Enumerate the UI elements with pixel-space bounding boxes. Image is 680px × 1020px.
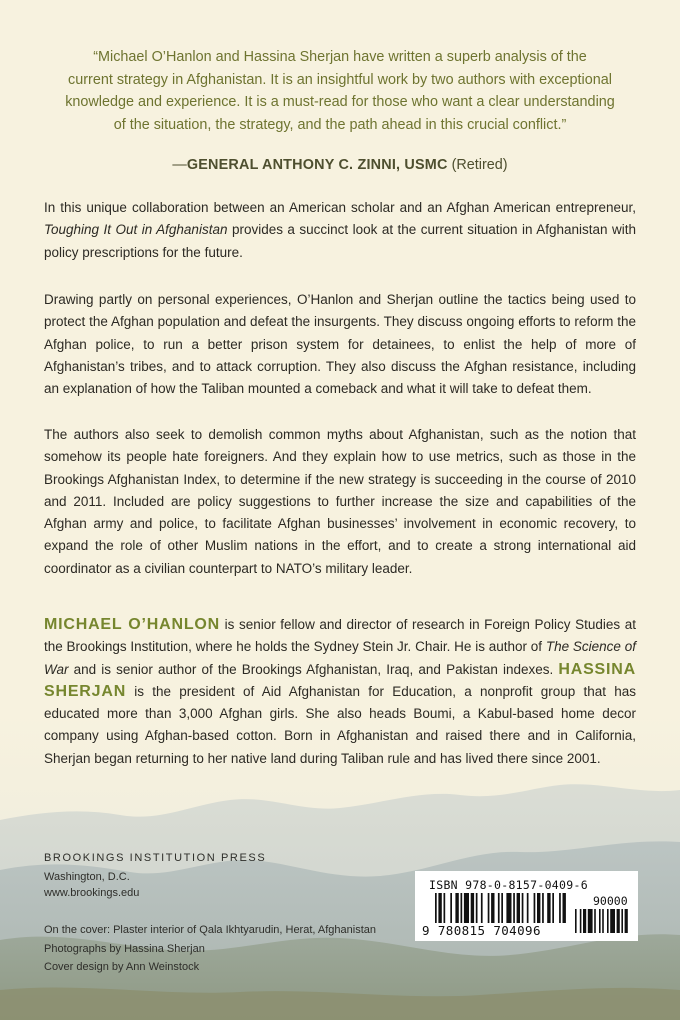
- publisher-website: www.brookings.edu: [44, 887, 140, 899]
- barcode-bar: [464, 893, 469, 923]
- barcode-bar: [513, 893, 515, 923]
- description-paragraph-3: The authors also seek to demolish common myths about Afghanistan, such as the notion that somehow its people hate foreigners. And they explain how to use metrics, such as those in the Brookings Afghanistan Index, to determine if the new strategy is succeeding in the course of 2010 and 2011. Included are policy suggestions to further increase the size and capabilities of the Afghan army and police, to facilitate Afghan businesses’ involvement in economic recovery, to expand the role of other Muslim nations in the effort, and to create a strong international aid coordinator as a civilian counterpart to NATO’s military leader.: [44, 427, 636, 576]
- quote-line: current strategy in Afghanistan. It is an insightful work by two authors with exceptional: [68, 71, 612, 88]
- barcode-bar: [563, 893, 566, 923]
- barcode-bar: [471, 893, 474, 923]
- description-paragraph-2: Drawing partly on personal experiences, O’Hanlon and Sherjan outline the tactics being used to protect the Afghan population and defeat the insurgents. They discuss ongoing efforts to reform the Afghan police, to run a better prison system for detainees, to enlist the help of more of Afghanistan’s tribes, and to attack corruption. They also discuss the Afghan resistance, including an explanation of how the Taliban mounted a comeback and what it will take to defeat them.: [44, 292, 636, 397]
- ohanlon-bio-continued: and is senior author of the Brookings Afghanistan, Iraq, and Pakistan indexes.: [73, 661, 554, 677]
- ohanlon-bio: is senior fellow and director of research in Foreign Policy Studies at the Brookings Institution, where he holds the Sydney Stein Jr. Chair. He is author of: [44, 617, 636, 655]
- cover-credits: [44, 921, 414, 977]
- barcode-bar: [537, 893, 540, 923]
- sherjan-bio: is the president of Aid Afghanistan for Education, a nonprofit group that has educated more than 3,000 Afghan girls. She also heads Boumi, a Kabul-based home decor company using Afghan-based cotton. Born in Afghanistan and raised there and in California, Sherjan began returning to her native land during Taliban rule and has lived there since 2001.: [44, 683, 636, 766]
- addon-barcode-bar: [625, 909, 628, 933]
- ohanlon-book-title: The Science of War: [44, 639, 636, 677]
- barcode-bar: [491, 893, 494, 923]
- barcode-bar: [559, 893, 561, 923]
- barcode-bar: [517, 893, 520, 923]
- attribution-dash: —: [172, 157, 187, 173]
- barcode-bar: [488, 893, 490, 923]
- barcode-bar: [435, 893, 437, 923]
- addon-barcode-bar: [607, 909, 609, 933]
- barcode-bar: [455, 893, 458, 923]
- isbn-number: ISBN 978-0-8157-0409-6: [429, 878, 588, 892]
- barcode-bar: [527, 893, 529, 923]
- quote-attribution: [40, 157, 640, 173]
- addon-barcode-bar: [575, 909, 577, 933]
- addon-barcode-bar: [610, 909, 615, 933]
- addon-barcode-bar: [580, 909, 582, 933]
- author-name-ohanlon: MICHAEL O’HANLON: [44, 616, 221, 633]
- author-bios: [44, 614, 636, 770]
- barcode-bar: [522, 893, 524, 923]
- quote-line: of the situation, the strategy, and the path ahead in this crucial conflict.”: [113, 116, 567, 133]
- publisher-city: Washington, D.C.: [44, 871, 130, 883]
- barcode-bar: [481, 893, 483, 923]
- quote-line: knowledge and experience. It is a must-read for those who want a clear understanding: [65, 94, 615, 110]
- barcode-bar: [534, 893, 536, 923]
- ean-number: 9 780815 704096: [422, 923, 541, 938]
- addon-barcode-bar: [621, 909, 623, 933]
- addon-barcode-bar: [599, 909, 601, 933]
- endorsement-quote: [40, 46, 640, 136]
- attribution-name: GENERAL ANTHONY C. ZINNI, USMC: [186, 157, 448, 173]
- barcode-bar: [444, 893, 446, 923]
- quote-line: “Michael O’Hanlon and Hassina Sherjan have written a superb analysis of the: [93, 49, 587, 65]
- cover-credit: On the cover: Plaster interior of Qala Ikhtyarudin, Herat, Afghanistan: [44, 924, 377, 936]
- publisher-name: BROOKINGS INSTITUTION PRESS: [44, 852, 267, 864]
- book-title: Toughing It Out in Afghanistan: [44, 222, 228, 238]
- price-code: 90000: [593, 894, 628, 908]
- barcode-bar: [542, 893, 544, 923]
- attribution-suffix: (Retired): [451, 157, 508, 173]
- design-credit: Cover design by Ann Weinstock: [44, 961, 200, 973]
- addon-barcode-bar: [583, 909, 586, 933]
- barcode-bar: [547, 893, 550, 923]
- addon-barcode-bar: [594, 909, 596, 933]
- addon-barcode-bar: [617, 909, 620, 933]
- author-name-sherjan: HASSINA SHERJAN: [44, 660, 636, 700]
- barcode-bar: [498, 893, 500, 923]
- isbn-barcode: [415, 871, 638, 941]
- addon-barcode-bar: [588, 909, 593, 933]
- p1-text: In this unique collaboration between an American scholar and an Afghan American entrepreneur,: [44, 200, 636, 215]
- barcode-bar: [506, 893, 511, 923]
- description-paragraph-1: [44, 197, 636, 264]
- barcode-bar: [501, 893, 503, 923]
- publisher-info: [44, 850, 374, 901]
- barcode-bar: [476, 893, 478, 923]
- barcode-bar: [450, 893, 452, 923]
- photo-credit: Photographs by Hassina Sherjan: [44, 942, 205, 955]
- barcode-bar: [552, 893, 554, 923]
- p1-text-continued: provides a succinct look at the current situation in Afghanistan with policy prescriptions for the future.: [44, 222, 636, 260]
- addon-barcode-bar: [602, 909, 604, 933]
- barcode-bar: [438, 893, 441, 923]
- barcode-bar: [461, 893, 463, 923]
